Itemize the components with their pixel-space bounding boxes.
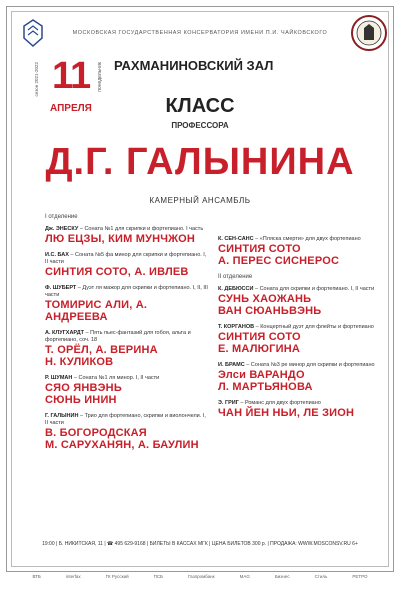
performer-names: ЛЮ ЕЦЗЫ, КИМ МУНЧЖОН bbox=[45, 233, 196, 245]
program-piece bbox=[45, 226, 210, 233]
date-month: АПРЕЛЯ bbox=[50, 103, 92, 114]
sponsor-logo: ГК Русский bbox=[105, 574, 129, 579]
section-label-first: I отделение bbox=[45, 214, 78, 220]
performer-names: СИНТИЯ СОТО bbox=[218, 331, 301, 343]
program-item bbox=[218, 286, 383, 317]
composer-name: К. ДЕБЮССИ bbox=[218, 286, 254, 292]
work-title: – Концертный дуэт для флейты и фортепиано bbox=[254, 324, 374, 330]
section-label-second: II отделение bbox=[218, 274, 253, 280]
program-piece bbox=[218, 236, 383, 243]
program-item bbox=[45, 330, 210, 368]
performer-names: Элси ВАРАНДО bbox=[218, 369, 305, 381]
composer-name: Р. ШУМАН bbox=[45, 375, 73, 381]
program-item bbox=[45, 375, 210, 406]
conservatory-emblem-icon bbox=[20, 18, 46, 48]
performer-names: Е. МАЛЮГИНА bbox=[218, 343, 300, 355]
program-piece bbox=[45, 375, 210, 382]
performer-names: СЯО ЯНВЭНЬ bbox=[45, 382, 122, 394]
performer-names: ЧАН ЙЕН НЬИ, ЛЕ ЗИОН bbox=[218, 407, 355, 419]
composer-name: К. СЕН-САНС bbox=[218, 236, 254, 242]
program-item bbox=[45, 285, 210, 323]
season-label: сезон 2021-2022 bbox=[34, 62, 39, 97]
conservatory-name: МОСКОВСКАЯ ГОСУДАРСТВЕННАЯ КОНСЕРВАТОРИЯ ИМЕНИ П.И. ЧАЙКОВСКОГО bbox=[72, 30, 328, 36]
performer-names: Т. ОРЁЛ, А. ВЕРИНА bbox=[45, 344, 158, 356]
performer-names: СЮНЬ ИНИН bbox=[45, 394, 117, 406]
program-left-column bbox=[45, 214, 210, 458]
work-title: – Пять пьес-фантазий для гобоя, альта и фортепиано, соч. 18 bbox=[45, 330, 191, 343]
program-item bbox=[45, 252, 210, 278]
sponsors-bar bbox=[20, 574, 380, 579]
work-title: – Соната №5 фа минор для скрипки и фортепиано. I, II части bbox=[45, 252, 207, 265]
performer-names: Л. МАРТЬЯНОВА bbox=[218, 381, 313, 393]
program-item bbox=[218, 362, 383, 393]
program-piece bbox=[218, 324, 383, 331]
date-day: 11 bbox=[52, 55, 91, 97]
composer-name: Ф. ШУБЕРТ bbox=[45, 285, 77, 291]
professor-label: ПРОФЕССОРА bbox=[171, 121, 229, 130]
composer-name: А. КЛУГХАРДТ bbox=[45, 330, 85, 336]
performer-names: ТОМИРИС АЛИ, А. АНДРЕЕВА bbox=[45, 299, 148, 323]
ensemble-subtitle: КАМЕРНЫЙ АНСАМБЛЬ bbox=[149, 196, 251, 205]
composer-name: И.С. БАХ bbox=[45, 252, 69, 258]
performer-names: СИНТИЯ СОТО, А. ИВЛЕВ bbox=[45, 266, 189, 278]
performer-names: СИНТИЯ СОТО bbox=[218, 243, 301, 255]
work-title: – Соната для скрипки и фортепиано. I, II части bbox=[253, 286, 375, 292]
performer-names: Н. КУЛИКОВ bbox=[45, 356, 114, 368]
performer-names: ВАН СЮАНЬВЭНЬ bbox=[218, 305, 322, 317]
work-title: – Соната №1 ля минор. I, II части bbox=[72, 375, 160, 381]
sponsor-logo: Стиль bbox=[314, 574, 328, 579]
program-piece bbox=[45, 285, 210, 299]
performer-names: В. БОГОРОДСКАЯ bbox=[45, 427, 147, 439]
sponsor-logo: РЕТРО bbox=[352, 574, 368, 579]
professor-name: Д.Г. ГАЛЫНИНА bbox=[45, 141, 355, 183]
program-piece bbox=[45, 413, 210, 427]
composer-name: Э. ГРИГ bbox=[218, 400, 239, 406]
program-piece bbox=[218, 400, 383, 407]
sponsor-logo: ПСБ bbox=[153, 574, 164, 579]
composer-name: Дж. ЭНЕСКУ bbox=[45, 226, 79, 232]
program-piece bbox=[45, 330, 210, 344]
work-title: – Трио для фортепиано, скрипки и виолончели. I, II части bbox=[45, 413, 206, 426]
sponsor-logo: Бизнес bbox=[274, 574, 290, 579]
program-piece bbox=[218, 362, 383, 369]
program-item bbox=[218, 324, 383, 355]
class-title: КЛАСС bbox=[165, 95, 235, 117]
performer-names: А. ПЕРЕС СИСНЕРОС bbox=[218, 255, 340, 267]
sponsor-logo: MAG bbox=[239, 574, 250, 579]
hall-name: РАХМАНИНОВСКИЙ ЗАЛ bbox=[114, 58, 274, 73]
work-title: – «Пляска смерти» для двух фортепиано bbox=[253, 236, 361, 242]
work-title: – Дуэт ля мажор для скрипки и фортепиано. I, II, III части bbox=[45, 285, 208, 298]
date-weekday: понедельник bbox=[97, 62, 103, 92]
society-logo-icon bbox=[350, 14, 388, 52]
performer-names: М. САРУХАНЯН, А. БАУЛИН bbox=[45, 439, 199, 451]
work-title: – Соната №3 ре минор для скрипки и фортепиано bbox=[244, 362, 375, 368]
program-item bbox=[45, 413, 210, 451]
sponsor-logo: interfax bbox=[65, 574, 81, 579]
program-item bbox=[45, 226, 210, 245]
composer-name: Г. ГАЛЫНИН bbox=[45, 413, 79, 419]
composer-name: Т. КОРГАНОВ bbox=[218, 324, 255, 330]
program-right-column bbox=[218, 236, 383, 426]
program-piece bbox=[218, 286, 383, 293]
sponsor-logo: ВТБ bbox=[32, 574, 41, 579]
program-piece bbox=[45, 252, 210, 266]
sponsor-logo: Газпромбанк bbox=[187, 574, 215, 579]
footer-info: 19:00 | Б. НИКИТСКАЯ, 11 | ☎ 495 629-9168 | БИЛЕТЫ В КАССАХ МГК | ЦЕНА БИЛЕТОВ 300 р. | ПРОДАЖА: WWW.MOSCONSV.RU 6+ bbox=[42, 541, 358, 547]
composer-name: И. БРАМС bbox=[218, 362, 245, 368]
performer-names: СУНЬ ХАОЖАНЬ bbox=[218, 293, 312, 305]
work-title: – Соната №1 для скрипки и фортепиано. I часть bbox=[78, 226, 204, 232]
program-item bbox=[218, 400, 383, 419]
program-item bbox=[218, 236, 383, 267]
work-title: – Романс для двух фортепиано bbox=[238, 400, 321, 406]
